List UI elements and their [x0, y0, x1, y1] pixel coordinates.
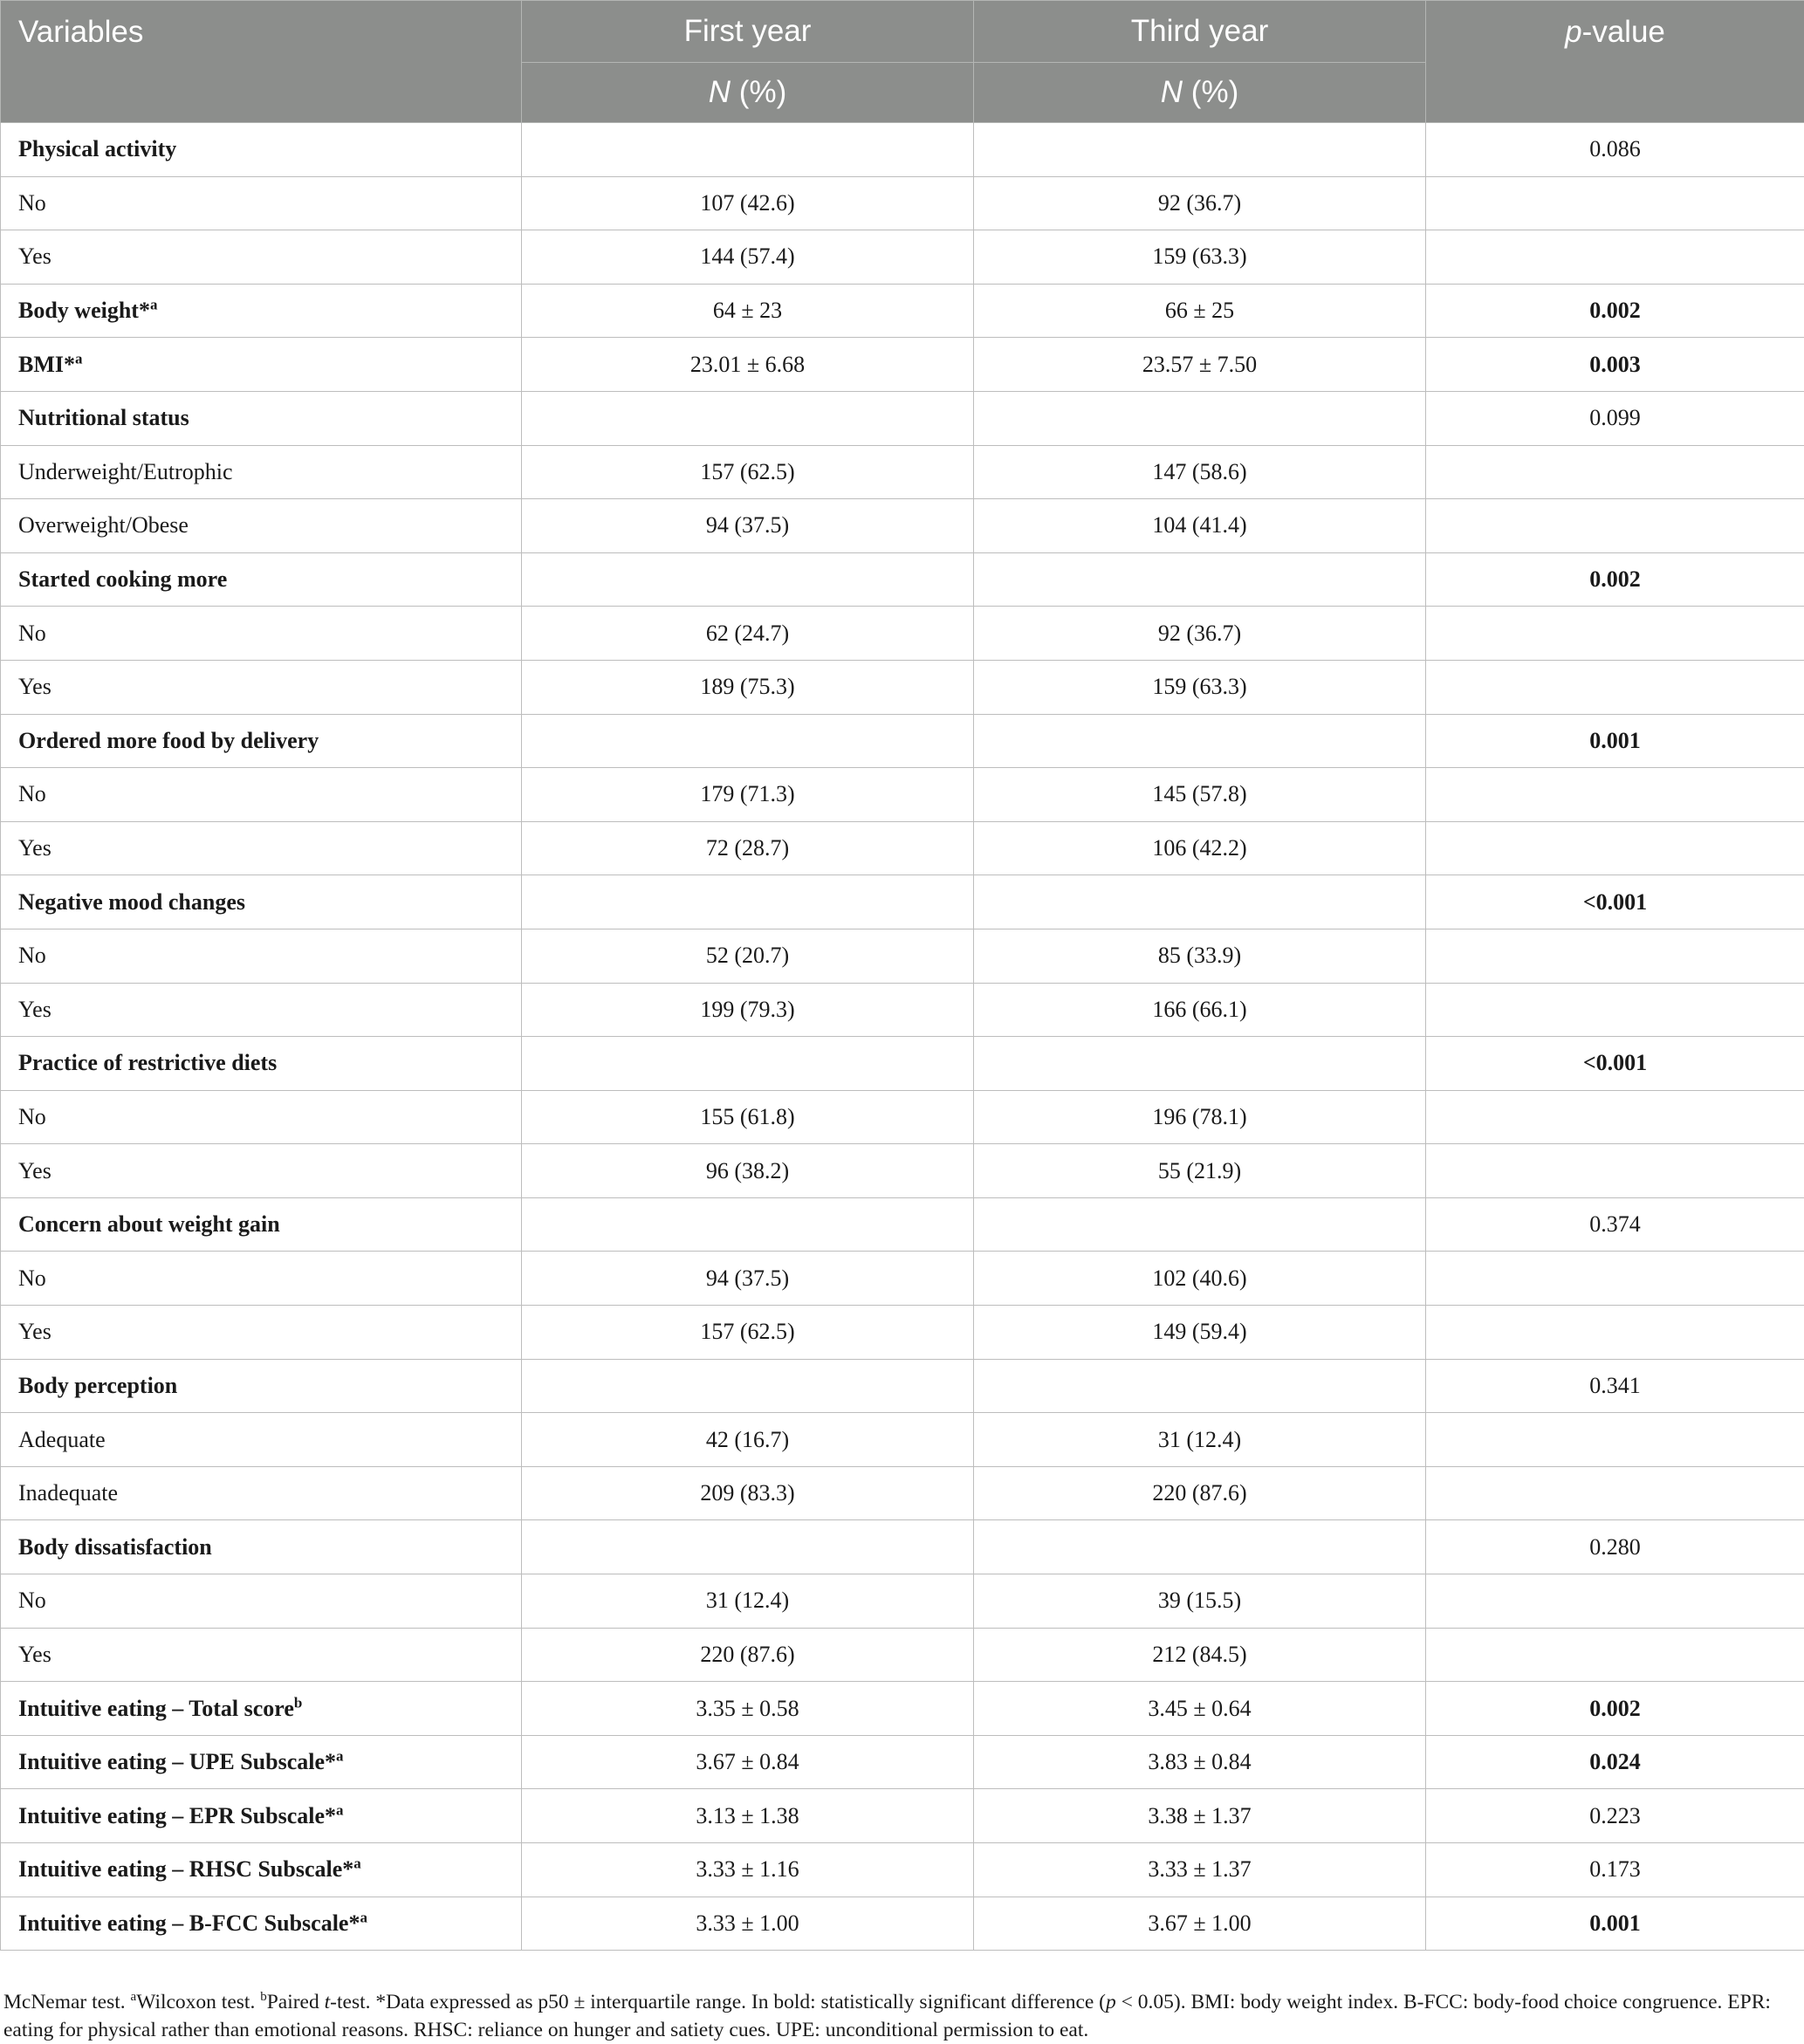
row-label: No [1, 768, 522, 822]
row-label: Yes [1, 1306, 522, 1360]
table-row [1, 230, 1804, 285]
p-value [1426, 1628, 1804, 1682]
table-row [1, 1520, 1804, 1574]
p-value [1426, 1413, 1804, 1467]
table-row [1, 929, 1804, 983]
first-year-value: 3.67 ± 0.84 [522, 1735, 974, 1789]
third-year-value: 3.38 ± 1.37 [974, 1789, 1426, 1843]
table-row [1, 1359, 1804, 1413]
third-year-value: 159 (63.3) [974, 230, 1426, 285]
first-year-value: 72 (28.7) [522, 821, 974, 875]
table-row [1, 714, 1804, 768]
first-year-value [522, 714, 974, 768]
row-label: No [1, 929, 522, 983]
table-row [1, 499, 1804, 553]
p-value [1426, 1252, 1804, 1306]
third-year-value: 3.83 ± 0.84 [974, 1735, 1426, 1789]
third-year-value [974, 1359, 1426, 1413]
row-label: Body dissatisfaction [1, 1520, 522, 1574]
table-row [1, 660, 1804, 714]
row-label: Yes [1, 1144, 522, 1198]
table-row [1, 983, 1804, 1037]
row-label: Body perception [1, 1359, 522, 1413]
row-label: No [1, 607, 522, 661]
third-year-value: 147 (58.6) [974, 445, 1426, 499]
third-year-value: 3.45 ± 0.64 [974, 1682, 1426, 1736]
table-row [1, 768, 1804, 822]
header-first-year-n: N (%) [522, 63, 974, 123]
p-value [1426, 1466, 1804, 1520]
first-year-value: 64 ± 23 [522, 284, 974, 338]
table-row [1, 176, 1804, 230]
table-row [1, 1466, 1804, 1520]
third-year-value [974, 123, 1426, 177]
row-label: Practice of restrictive diets [1, 1037, 522, 1091]
p-value: 0.341 [1426, 1359, 1804, 1413]
row-label: Nutritional status [1, 391, 522, 445]
third-year-value [974, 714, 1426, 768]
p-value [1426, 607, 1804, 661]
table-row [1, 1897, 1804, 1951]
table-row [1, 284, 1804, 338]
third-year-value: 39 (15.5) [974, 1574, 1426, 1629]
header-third-year-n: N (%) [974, 63, 1426, 123]
first-year-value: 155 (61.8) [522, 1090, 974, 1144]
first-year-value: 52 (20.7) [522, 929, 974, 983]
first-year-value: 42 (16.7) [522, 1413, 974, 1467]
first-year-value: 157 (62.5) [522, 445, 974, 499]
p-value [1426, 983, 1804, 1037]
first-year-value: 62 (24.7) [522, 607, 974, 661]
third-year-value: 212 (84.5) [974, 1628, 1426, 1682]
table-row [1, 1413, 1804, 1467]
row-label: Yes [1, 1628, 522, 1682]
third-year-value: 196 (78.1) [974, 1090, 1426, 1144]
first-year-value: 179 (71.3) [522, 768, 974, 822]
p-value [1426, 768, 1804, 822]
table-row [1, 1628, 1804, 1682]
table-row [1, 1682, 1804, 1736]
first-year-value: 157 (62.5) [522, 1306, 974, 1360]
third-year-value: 66 ± 25 [974, 284, 1426, 338]
row-label: Intuitive eating – EPR Subscale*$^a$ [1, 1789, 522, 1843]
p-value: 0.374 [1426, 1197, 1804, 1252]
row-label: Yes [1, 230, 522, 285]
third-year-value [974, 1197, 1426, 1252]
table-row [1, 1197, 1804, 1252]
p-value [1426, 660, 1804, 714]
row-label: Intuitive eating – RHSC Subscale*$^a$ [1, 1843, 522, 1897]
p-value: 0.002 [1426, 552, 1804, 607]
first-year-value [522, 391, 974, 445]
p-value: 0.024 [1426, 1735, 1804, 1789]
row-label: Adequate [1, 1413, 522, 1467]
third-year-value: 106 (42.2) [974, 821, 1426, 875]
third-year-value: 92 (36.7) [974, 176, 1426, 230]
row-label: Concern about weight gain [1, 1197, 522, 1252]
third-year-value: 3.33 ± 1.37 [974, 1843, 1426, 1897]
first-year-value [522, 1520, 974, 1574]
first-year-value: 23.01 ± 6.68 [522, 338, 974, 392]
third-year-value: 149 (59.4) [974, 1306, 1426, 1360]
row-label: Negative mood changes [1, 875, 522, 929]
row-label: Intuitive eating – Total score$^b$ [1, 1682, 522, 1736]
row-label: Inadequate [1, 1466, 522, 1520]
first-year-value: 3.35 ± 0.58 [522, 1682, 974, 1736]
first-year-value: 3.33 ± 1.16 [522, 1843, 974, 1897]
first-year-value: 94 (37.5) [522, 1252, 974, 1306]
p-value [1426, 230, 1804, 285]
p-value: 0.001 [1426, 1897, 1804, 1951]
table-row [1, 1306, 1804, 1360]
header-p-value: p-value [1426, 1, 1804, 123]
header-first-year: First year [522, 1, 974, 63]
first-year-value: 199 (79.3) [522, 983, 974, 1037]
p-value [1426, 1574, 1804, 1629]
third-year-value: 23.57 ± 7.50 [974, 338, 1426, 392]
table-row [1, 1037, 1804, 1091]
table-row [1, 607, 1804, 661]
table-row [1, 821, 1804, 875]
third-year-value [974, 391, 1426, 445]
table-footnote: McNemar test. $^a$Wilcoxon test. $^b$Paired t-test. *Data expressed as p50 ± interquartile range. In bold: statistically significant difference (p < 0.05). BMI: body weight index. B-FCC: body-food choice congruence. EPR: eating for physical rather than emotional reasons. RHSC: reliance on hunger and satiety cues. UPE: unconditional permission to eat. [0, 1988, 1784, 2044]
third-year-value: 55 (21.9) [974, 1144, 1426, 1198]
first-year-value: 189 (75.3) [522, 660, 974, 714]
first-year-value [522, 123, 974, 177]
p-value: 0.003 [1426, 338, 1804, 392]
p-value: 0.173 [1426, 1843, 1804, 1897]
third-year-value: 102 (40.6) [974, 1252, 1426, 1306]
first-year-value: 96 (38.2) [522, 1144, 974, 1198]
first-year-value [522, 1359, 974, 1413]
p-value: 0.223 [1426, 1789, 1804, 1843]
p-value [1426, 821, 1804, 875]
third-year-value: 220 (87.6) [974, 1466, 1426, 1520]
p-value: <0.001 [1426, 875, 1804, 929]
table-body [1, 123, 1804, 1951]
row-label: Ordered more food by delivery [1, 714, 522, 768]
third-year-value: 104 (41.4) [974, 499, 1426, 553]
row-label: Yes [1, 821, 522, 875]
row-label: No [1, 176, 522, 230]
first-year-value: 209 (83.3) [522, 1466, 974, 1520]
table-row [1, 1843, 1804, 1897]
row-label: No [1, 1090, 522, 1144]
table-row [1, 1252, 1804, 1306]
table-row [1, 875, 1804, 929]
first-year-value [522, 875, 974, 929]
row-label: Body weight*$^a$ [1, 284, 522, 338]
first-year-value [522, 552, 974, 607]
third-year-value [974, 875, 1426, 929]
third-year-value: 3.67 ± 1.00 [974, 1897, 1426, 1951]
header-variables: Variables [1, 1, 522, 123]
table-row [1, 123, 1804, 177]
first-year-value: 3.13 ± 1.38 [522, 1789, 974, 1843]
third-year-value: 85 (33.9) [974, 929, 1426, 983]
p-value [1426, 929, 1804, 983]
p-value [1426, 1144, 1804, 1198]
header-third-year: Third year [974, 1, 1426, 63]
third-year-value [974, 552, 1426, 607]
p-value: 0.086 [1426, 123, 1804, 177]
first-year-value [522, 1197, 974, 1252]
third-year-value: 31 (12.4) [974, 1413, 1426, 1467]
p-value: 0.099 [1426, 391, 1804, 445]
row-label: No [1, 1574, 522, 1629]
first-year-value: 3.33 ± 1.00 [522, 1897, 974, 1951]
p-value [1426, 1306, 1804, 1360]
p-value: 0.001 [1426, 714, 1804, 768]
table-row [1, 1789, 1804, 1843]
table-row [1, 1574, 1804, 1629]
p-value [1426, 176, 1804, 230]
third-year-value: 166 (66.1) [974, 983, 1426, 1037]
p-value: 0.002 [1426, 1682, 1804, 1736]
row-label: Physical activity [1, 123, 522, 177]
table-row [1, 552, 1804, 607]
p-value [1426, 499, 1804, 553]
table-row [1, 445, 1804, 499]
p-value [1426, 445, 1804, 499]
table-row [1, 1090, 1804, 1144]
first-year-value: 31 (12.4) [522, 1574, 974, 1629]
row-label: Yes [1, 983, 522, 1037]
p-value: <0.001 [1426, 1037, 1804, 1091]
p-value: 0.002 [1426, 284, 1804, 338]
p-value: 0.280 [1426, 1520, 1804, 1574]
row-label: BMI*$^a$ [1, 338, 522, 392]
third-year-value: 92 (36.7) [974, 607, 1426, 661]
first-year-value: 220 (87.6) [522, 1628, 974, 1682]
first-year-value [522, 1037, 974, 1091]
row-label: Intuitive eating – B-FCC Subscale*$^a$ [1, 1897, 522, 1951]
third-year-value: 145 (57.8) [974, 768, 1426, 822]
row-label: No [1, 1252, 522, 1306]
row-label: Yes [1, 660, 522, 714]
third-year-value [974, 1520, 1426, 1574]
first-year-value: 107 (42.6) [522, 176, 974, 230]
row-label: Intuitive eating – UPE Subscale*$^a$ [1, 1735, 522, 1789]
first-year-value: 94 (37.5) [522, 499, 974, 553]
table-row [1, 1735, 1804, 1789]
first-year-value: 144 (57.4) [522, 230, 974, 285]
table-row [1, 1144, 1804, 1198]
row-label: Overweight/Obese [1, 499, 522, 553]
row-label: Underweight/Eutrophic [1, 445, 522, 499]
third-year-value [974, 1037, 1426, 1091]
row-label: Started cooking more [1, 552, 522, 607]
table-row [1, 338, 1804, 392]
table-row [1, 391, 1804, 445]
third-year-value: 159 (63.3) [974, 660, 1426, 714]
p-value [1426, 1090, 1804, 1144]
